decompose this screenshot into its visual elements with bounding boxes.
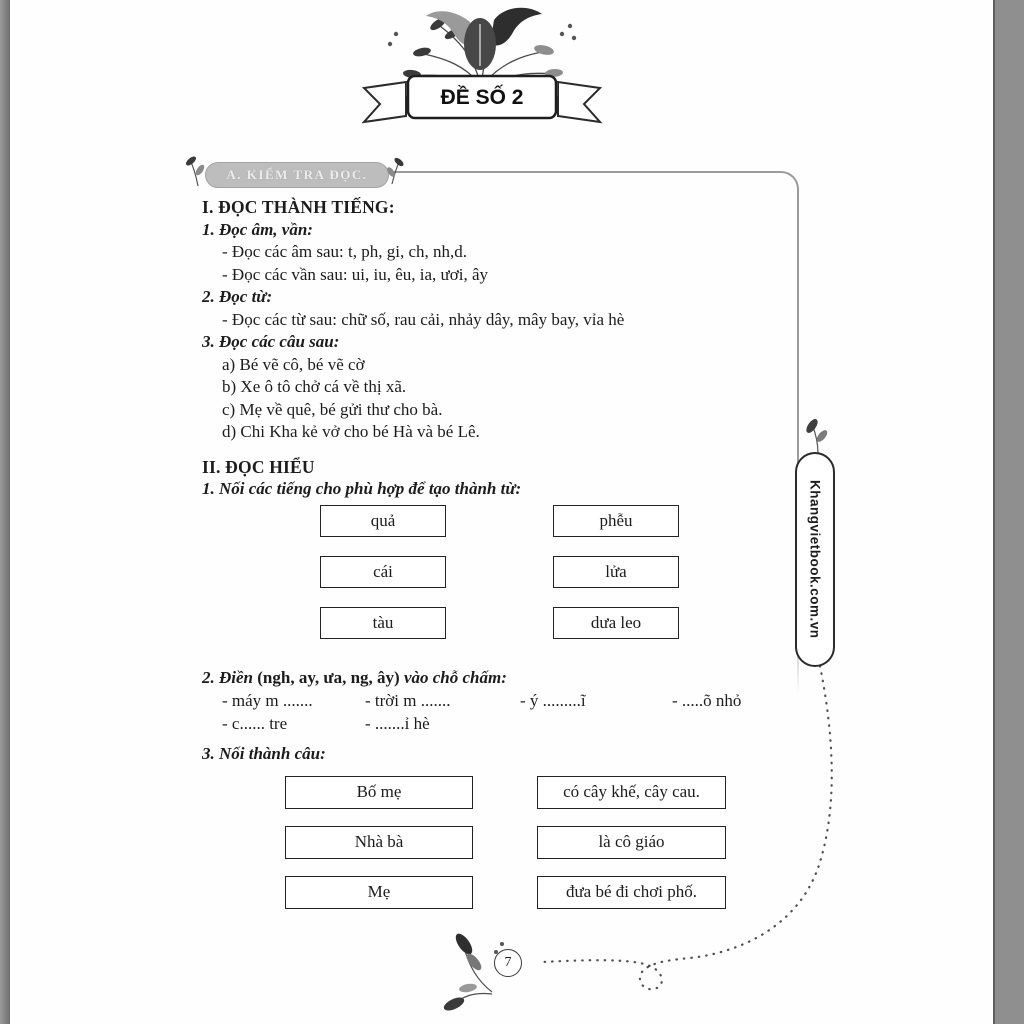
leaf-sprig-right-icon — [382, 156, 406, 186]
match-box-left: Bố mẹ — [285, 776, 473, 809]
match-box-right: đưa bé đi chơi phố. — [537, 876, 726, 909]
match-box-right: có cây khế, cây cau. — [537, 776, 726, 809]
sub2-heading: 2. Đọc từ: — [202, 287, 273, 306]
section-1-heading: I. ĐỌC THÀNH TIẾNG: — [202, 197, 395, 217]
section-a-badge: A. KIỂM TRA ĐỌC. — [205, 162, 389, 188]
fill-blank: - ý .........ĩ — [520, 691, 586, 710]
ex2-heading-letters: (ngh, ay, ưa, ng, ây) — [257, 667, 400, 687]
match-box-left: Nhà bà — [285, 826, 473, 859]
match-box-right: là cô giáo — [537, 826, 726, 859]
match-row — [202, 505, 802, 537]
scan-edge-right — [993, 0, 1024, 1024]
publisher-watermark — [795, 452, 835, 667]
ex1-heading: 1. Nối các tiếng cho phù hợp để tạo thành từ: — [202, 479, 522, 498]
dotted-trail-icon — [500, 640, 860, 1020]
leaf-above-watermark-icon — [800, 416, 836, 456]
match-box-left: Mẹ — [285, 876, 473, 909]
scan-edge-left — [0, 0, 10, 1024]
ex3-heading: 3. Nối thành câu: — [202, 744, 326, 763]
match-box-left: cái — [320, 556, 446, 588]
ribbon-banner — [364, 76, 600, 122]
banner-title: ĐỀ SỐ 2 — [440, 86, 524, 109]
sub1-heading: 1. Đọc âm, vần: — [202, 219, 313, 239]
sub1-line: - Đọc các vần sau: ui, iu, êu, ia, ươi, ây — [222, 264, 489, 284]
header-decoration — [352, 4, 612, 139]
match-box-left: tàu — [320, 607, 446, 639]
sub1-line: - Đọc các âm sau: t, ph, gi, ch, nh,d. — [222, 242, 468, 261]
match-box-right: lửa — [553, 556, 679, 588]
sub2-line: - Đọc các từ sau: chữ số, rau cải, nhảy dây, mây bay, vỉa hè — [222, 309, 625, 329]
fill-blank: - c...... tre — [222, 714, 288, 733]
match-row — [202, 556, 802, 588]
match-box-right: dưa leo — [553, 607, 679, 639]
sub3-line: c) Mẹ về quê, bé gửi thư cho bà. — [222, 399, 443, 419]
match-row — [202, 607, 802, 639]
match-box-left: quả — [320, 505, 446, 537]
fill-blank: - máy m ....... — [222, 691, 313, 710]
sub3-line: a) Bé vẽ cô, bé vẽ cờ — [222, 354, 365, 374]
fill-blank: - .....õ nhỏ — [672, 691, 742, 710]
sub3-heading: 3. Đọc các câu sau: — [202, 332, 340, 351]
sub3-line: b) Xe ô tô chở cá về thị xã. — [222, 377, 407, 396]
sub3-line: d) Chi Kha kẻ vở cho bé Hà và bé Lê. — [222, 422, 480, 441]
match-box-right: phễu — [553, 505, 679, 537]
fill-blank: - trời m ....... — [365, 691, 451, 710]
publisher-watermark-text: Khangvietbook.com.vn — [807, 480, 823, 639]
leaf-decoration-top-icon — [352, 4, 612, 139]
fill-blank: - .......ỉ hè — [365, 714, 430, 733]
ex2-heading-post: vào chỗ chấm: — [399, 667, 507, 687]
section-2-heading: II. ĐỌC HIỂU — [202, 456, 315, 477]
ex2-heading-pre: 2. Điền — [202, 667, 258, 687]
page-number: 7 — [494, 949, 522, 977]
